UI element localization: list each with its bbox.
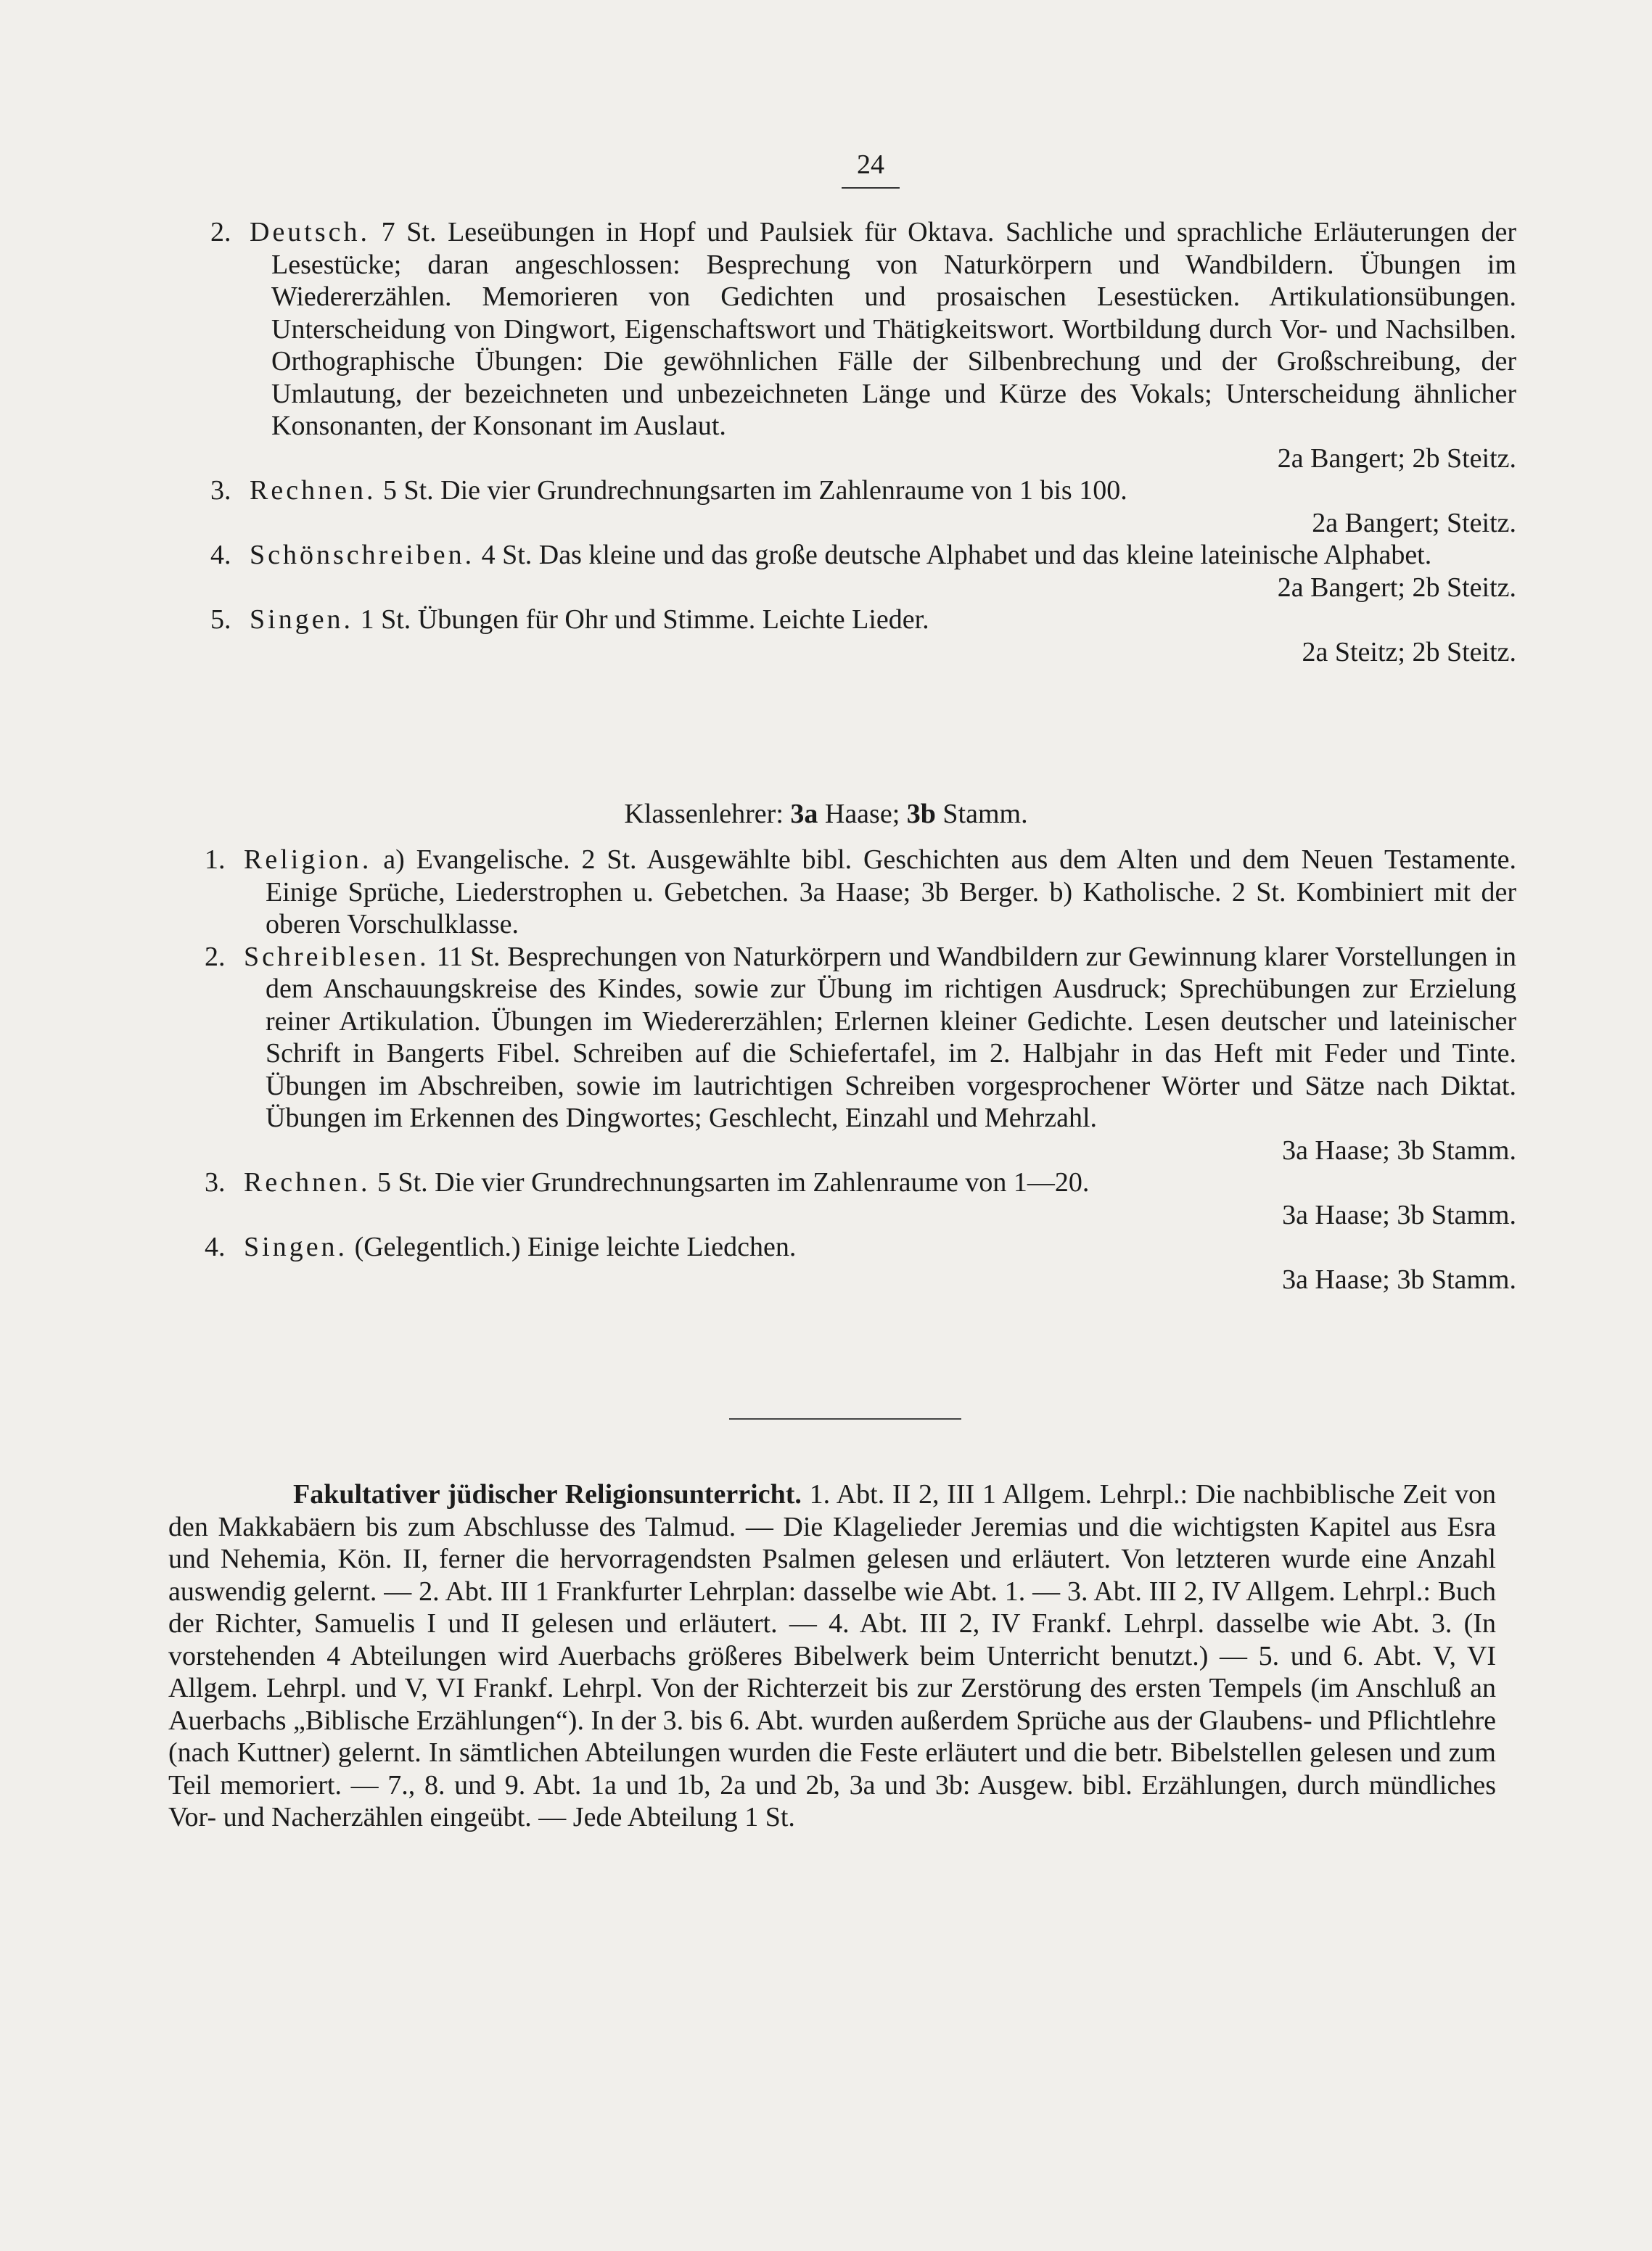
subject-entry-schreiblesen [205, 941, 1516, 1135]
faculty-paragraph [168, 1478, 1496, 1834]
teacher-line: 3a Haase; 3b Stamm. [1282, 1264, 1516, 1295]
section-2-subjects [205, 844, 1516, 1296]
subject-entry-rechnen-3 [205, 1166, 1516, 1199]
subject-title: Deutsch. [250, 217, 371, 247]
entry-number: 5. [210, 604, 231, 635]
class-3a: 3a [790, 799, 818, 829]
teacher-line: 2a Bangert; 2b Steitz. [1277, 443, 1516, 474]
entry-number: 2. [210, 217, 231, 247]
subject-title: Rechnen. [250, 475, 377, 506]
subject-title: Singen. [250, 604, 354, 635]
class-3b: 3b [906, 799, 936, 829]
faculty-text: 1. Abt. II 2, III 1 Allgem. Lehrpl.: Die nachbiblische Zeit von den Makkabäern bis zum Abschlusse des Talmud. — Die Klagelieder Jeremias und die wichtigsten Kapitel aus Esra und Nehemia, Kön. II, ferner die hervorragendsten Psalmen gelesen und erläutert. Von letzteren wurde eine Anzahl auswendig gelernt. — 2. Abt. III 1 Frankfurter Lehrplan: dasselbe wie Abt. 1. — 3. Abt. III 2, IV Allgem. Lehrpl.: Buch der Richter, Samuelis I und II gelesen und erläutert. — 4. Abt. III 2, IV Frankf. Lehrpl. dasselbe wie Abt. 3. (In vorstehenden 4 Abteilungen wird Auerbachs größeres Bibelwerk beim Unterricht benutzt.) — 5. und 6. Abt. V, VI Allgem. Lehrpl. und V, VI Frankf. Lehrpl. Von der Richterzeit bis zur Zerstörung des ersten Tempels (im Anschluß an Auerbachs „Biblische Erzählungen“). In der 3. bis 6. Abt. wurden außerdem Sprüche aus der Glaubens- und Pflichtlehre (nach Kuttner) gelernt. In sämtlichen Abteilungen wurden die Feste erläutert und die betr. Bibelstellen gelesen und zum Teil memoriert. — 7., 8. und 9. Abt. 1a und 1b, 2a und 2b, 3a und 3b: Ausgew. bibl. Erzählungen, durch mündliches Vor- und Nacherzählen eingeübt. — Jede Abteilung 1 St. [168, 1479, 1496, 1832]
subject-text: 4 St. Das kleine und das große deutsche Alphabet und das kleine lateinische Alphabet. [474, 540, 1432, 570]
subject-title: Religion. [244, 844, 372, 875]
subject-entry-rechnen [210, 474, 1516, 507]
subject-text: 5 St. Die vier Grundrechnungsarten im Zahlenraume von 1 bis 100. [376, 475, 1127, 506]
subject-text: 5 St. Die vier Grundrechnungsarten im Zahlenraume von 1—20. [370, 1167, 1090, 1198]
page-number-rule [842, 187, 900, 189]
entry-number: 4. [210, 540, 231, 570]
page-number: 24 [857, 149, 884, 180]
faculty-religion-section [168, 1478, 1496, 1834]
subject-text: a) Evangelische. 2 St. Ausgewählte bibl. Geschichten aus dem Alten und dem Neuen Testamente. Einige Sprüche, Liederstrophen u. Gebetchen. 3a Haase; 3b Berger. b) Katholische. 2 St. Kombiniert mit der oberen Vorschulklasse. [266, 844, 1516, 939]
faculty-title: Fakultativer jüdischer Religionsunterricht. [293, 1479, 802, 1510]
entry-number: 3. [210, 475, 231, 506]
subject-entry-singen [210, 604, 1516, 636]
entry-number: 3. [205, 1167, 226, 1198]
subject-text: 11 St. Besprechungen von Naturkörpern und Wandbildern zur Gewinnung klarer Vorstellungen in dem Anschauungskreise des Kindes, sowie zur Übung im richtigen Ausdruck; Sprechübungen zur Erzielung reiner Artikulation. Übungen im Wiedererzählen; Erlernen kleiner Gedichte. Lesen deutscher und lateinischer Schrift in Bangerts Fibel. Schreiben auf die Schiefertafel, im 2. Halbjahr in das Heft mit Feder und Tinte. Übungen im Abschreiben, sowie im lautrichtigen Schreiben vorgesprochener Wörter und Sätze nach Diktat. Übungen im Erkennen des Dingwortes; Geschlecht, Einzahl und Mehrzahl. [266, 941, 1516, 1133]
teacher-line: 2a Steitz; 2b Steitz. [1302, 636, 1516, 667]
subject-title: Rechnen. [244, 1167, 371, 1198]
subject-text: 7 St. Leseübungen in Hopf und Paulsiek für Oktava. Sachliche und sprachliche Erläuterungen der Lesestücke; daran angeschlossen: Besprechung von Naturkörpern und Wandbildern. Übungen im Wiedererzählen. Memorieren von Gedichten und prosaischen Lesestücken. Artikulationsübungen. Unterscheidung von Dingwort, Eigenschaftswort und Thätigkeitswort. Wortbildung durch Vor- und Nachsilben. Orthographische Übungen: Die gewöhnlichen Fälle der Silbenbrechung und der Großschreibung, der Umlautung, der bezeichneten und unbezeichneten Länge und Kürze des Vokals; Unterscheidung ähnlicher Konsonanten, der Konsonant im Auslaut. [271, 217, 1516, 441]
teacher-line: 2a Bangert; Steitz. [1312, 507, 1516, 538]
teacher-3a: Haase; [818, 799, 907, 829]
teacher-3b: Stamm. [935, 799, 1028, 829]
subject-entry-singen-3 [205, 1231, 1516, 1264]
teacher-line: 2a Bangert; 2b Steitz. [1277, 572, 1516, 603]
subject-entry-religion [205, 844, 1516, 941]
subject-title: Schönschreiben. [250, 540, 475, 570]
subject-entry-schoenschreiben [210, 539, 1516, 572]
teacher-line: 3a Haase; 3b Stamm. [1282, 1135, 1516, 1166]
entry-number: 2. [205, 941, 226, 972]
subject-text: (Gelegentlich.) Einige leichte Liedchen. [348, 1232, 797, 1262]
teacher-line: 3a Haase; 3b Stamm. [1282, 1199, 1516, 1230]
subject-title: Singen. [244, 1232, 348, 1262]
subject-title: Schreiblesen. [244, 941, 430, 972]
section-divider [729, 1418, 961, 1420]
subject-text: 1 St. Übungen für Ohr und Stimme. Leichte Lieder. [353, 604, 929, 635]
class-teacher-label: Klassenlehrer: [624, 799, 791, 829]
subject-entry-deutsch [210, 216, 1516, 443]
entry-number: 4. [205, 1232, 226, 1262]
section-1-subjects [210, 216, 1516, 668]
entry-number: 1. [205, 844, 226, 875]
class-teacher-heading [0, 798, 1652, 830]
